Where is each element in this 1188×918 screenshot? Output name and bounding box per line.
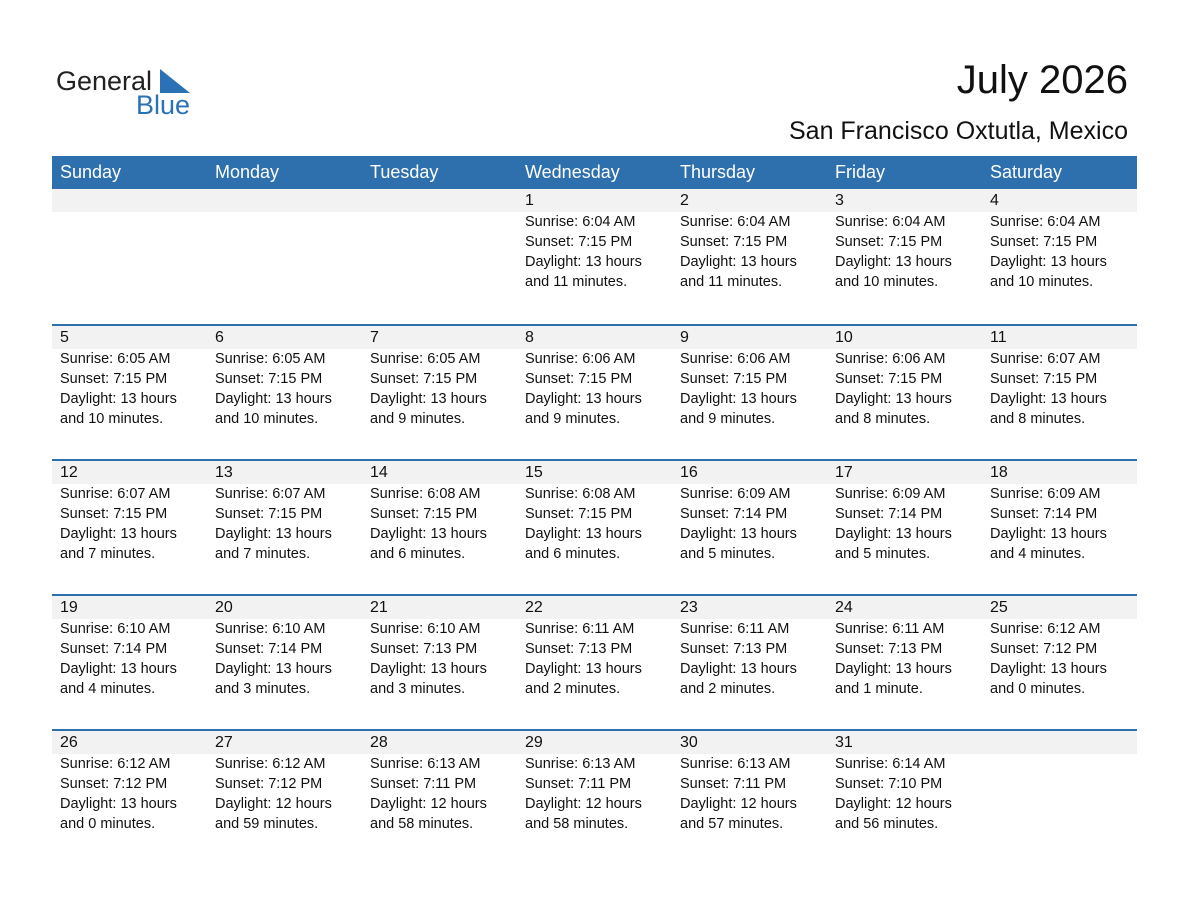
day-cell [207,461,362,564]
day-number: 23 [680,599,698,616]
weekday-monday: Monday [215,162,280,182]
logo-text-general: General [56,66,153,96]
day-cell [207,326,362,429]
sunrise-text: Sunrise: 6:12 AM [990,621,1101,637]
daylight-text: Daylight: 12 hours [835,796,952,812]
sunrise-text: Sunrise: 6:06 AM [680,351,791,367]
sunset-text: Sunset: 7:14 PM [215,641,323,657]
empty-day-cell [52,189,207,292]
day-cell [517,461,672,564]
daylight-text: Daylight: 12 hours [525,796,642,812]
sunset-text: Sunset: 7:12 PM [990,641,1098,657]
day-number: 1 [525,192,534,209]
day-sun-info [215,754,362,834]
day-sun-info [525,212,672,292]
day-cell [362,731,517,834]
daylight-minutes-text: and 59 minutes. [215,816,319,832]
day-sun-info [370,484,517,564]
daylight-minutes-text: and 7 minutes. [60,546,156,562]
day-sun-info [835,619,982,699]
day-cell [672,731,827,834]
sunrise-text: Sunrise: 6:14 AM [835,756,946,772]
sunrise-text: Sunrise: 6:13 AM [370,756,481,772]
sunrise-text: Sunrise: 6:10 AM [215,621,326,637]
daylight-minutes-text: and 11 minutes. [525,274,628,290]
daylight-text: Daylight: 13 hours [835,391,952,407]
day-cell [982,189,1137,292]
day-cell [517,596,672,699]
daylight-minutes-text: and 9 minutes. [680,411,776,427]
day-sun-info [525,754,672,834]
week-days [52,596,1137,699]
day-number: 27 [215,734,233,751]
weekday-tuesday: Tuesday [370,162,439,182]
week-days [52,461,1137,564]
sunrise-text: Sunrise: 6:04 AM [525,214,636,230]
daylight-text: Daylight: 13 hours [370,661,487,677]
daylight-text: Daylight: 13 hours [60,796,177,812]
sunrise-text: Sunrise: 6:05 AM [60,351,171,367]
day-cell [52,461,207,564]
daylight-text: Daylight: 13 hours [370,526,487,542]
daylight-minutes-text: and 8 minutes. [835,411,931,427]
day-sun-info [60,484,207,564]
day-number: 16 [680,464,698,481]
day-cell [827,596,982,699]
calendar [52,156,1137,864]
daylight-text: Daylight: 13 hours [835,526,952,542]
sunset-text: Sunset: 7:15 PM [835,371,943,387]
daylight-minutes-text: and 5 minutes. [835,546,931,562]
week-row [52,729,1137,864]
daylight-text: Daylight: 13 hours [525,526,642,542]
sunset-text: Sunset: 7:15 PM [370,371,478,387]
day-number: 2 [680,192,689,209]
daylight-minutes-text: and 58 minutes. [370,816,474,832]
sunset-text: Sunset: 7:11 PM [370,776,477,792]
day-cell [517,189,672,292]
week-row [52,189,1137,324]
sunrise-text: Sunrise: 6:04 AM [680,214,791,230]
daylight-minutes-text: and 9 minutes. [370,411,466,427]
day-sun-info [680,349,827,429]
day-cell [672,596,827,699]
sunset-text: Sunset: 7:15 PM [215,371,323,387]
sunrise-text: Sunrise: 6:07 AM [60,486,171,502]
sunrise-text: Sunrise: 6:06 AM [525,351,636,367]
weekday-thursday: Thursday [680,162,756,182]
day-sun-info [680,484,827,564]
day-sun-info [370,349,517,429]
sunset-text: Sunset: 7:15 PM [60,371,168,387]
sunrise-text: Sunrise: 6:09 AM [680,486,791,502]
daylight-minutes-text: and 2 minutes. [680,681,776,697]
sunrise-text: Sunrise: 6:11 AM [835,621,945,637]
day-cell [52,596,207,699]
daylight-text: Daylight: 13 hours [990,526,1107,542]
day-sun-info [990,619,1137,699]
day-sun-info [990,484,1137,564]
sunset-text: Sunset: 7:14 PM [835,506,943,522]
sunset-text: Sunset: 7:13 PM [525,641,633,657]
logo-text-blue: Blue [136,90,191,120]
daylight-text: Daylight: 13 hours [215,526,332,542]
daylight-text: Daylight: 13 hours [835,254,952,270]
day-number: 24 [835,599,853,616]
sunset-text: Sunset: 7:15 PM [990,371,1098,387]
sunrise-text: Sunrise: 6:06 AM [835,351,946,367]
daylight-minutes-text: and 10 minutes. [215,411,319,427]
sunset-text: Sunset: 7:14 PM [680,506,788,522]
sunrise-text: Sunrise: 6:05 AM [215,351,326,367]
sunset-text: Sunset: 7:14 PM [60,641,168,657]
day-cell [362,461,517,564]
sunset-text: Sunset: 7:10 PM [835,776,943,792]
daylight-minutes-text: and 10 minutes. [60,411,164,427]
sunset-text: Sunset: 7:15 PM [370,506,478,522]
day-number: 5 [60,329,69,346]
daylight-minutes-text: and 10 minutes. [835,274,939,290]
sunset-text: Sunset: 7:15 PM [680,371,788,387]
daylight-text: Daylight: 13 hours [990,661,1107,677]
daylight-text: Daylight: 13 hours [60,391,177,407]
day-sun-info [525,619,672,699]
day-sun-info [990,212,1137,292]
empty-day-cell [362,189,517,292]
daylight-text: Daylight: 13 hours [680,254,797,270]
day-number: 21 [370,599,388,616]
sunset-text: Sunset: 7:15 PM [680,234,788,250]
sunrise-text: Sunrise: 6:09 AM [835,486,946,502]
sunrise-text: Sunrise: 6:11 AM [525,621,635,637]
location-subtitle: San Francisco Oxtutla, Mexico [788,117,1128,145]
day-cell [362,596,517,699]
weekday-friday: Friday [835,162,886,182]
day-cell [362,326,517,429]
daylight-text: Daylight: 12 hours [215,796,332,812]
sunrise-text: Sunrise: 6:11 AM [680,621,790,637]
daylight-minutes-text: and 6 minutes. [370,546,466,562]
sunrise-text: Sunrise: 6:04 AM [990,214,1101,230]
day-cell [827,731,982,834]
day-sun-info [60,349,207,429]
daylight-text: Daylight: 13 hours [680,526,797,542]
daylight-minutes-text: and 5 minutes. [680,546,776,562]
day-sun-info [215,619,362,699]
sunrise-text: Sunrise: 6:10 AM [370,621,481,637]
day-number: 19 [60,599,78,616]
day-sun-info [525,484,672,564]
daylight-minutes-text: and 6 minutes. [525,546,621,562]
daylight-text: Daylight: 13 hours [680,661,797,677]
day-cell [517,731,672,834]
day-number: 14 [370,464,388,481]
sunrise-text: Sunrise: 6:08 AM [370,486,481,502]
day-number: 25 [990,599,1008,616]
sunset-text: Sunset: 7:13 PM [370,641,478,657]
day-cell [517,326,672,429]
daylight-text: Daylight: 13 hours [680,391,797,407]
day-cell [982,596,1137,699]
daylight-minutes-text: and 8 minutes. [990,411,1086,427]
day-cell [52,731,207,834]
sunrise-text: Sunrise: 6:05 AM [370,351,481,367]
day-sun-info [835,754,982,834]
daylight-minutes-text: and 2 minutes. [525,681,621,697]
day-number: 12 [60,464,78,481]
day-sun-info [370,754,517,834]
week-row [52,324,1137,459]
sunset-text: Sunset: 7:11 PM [525,776,632,792]
day-number: 20 [215,599,233,616]
sunrise-text: Sunrise: 6:09 AM [990,486,1101,502]
weekday-header [52,156,1137,189]
calendar-body [52,189,1137,864]
sunrise-text: Sunrise: 6:10 AM [60,621,171,637]
day-number: 30 [680,734,698,751]
day-number: 17 [835,464,853,481]
page-title: July 2026 [956,58,1128,102]
day-cell [207,731,362,834]
day-sun-info [680,619,827,699]
day-sun-info [990,349,1137,429]
sunrise-text: Sunrise: 6:12 AM [60,756,171,772]
day-number: 26 [60,734,78,751]
day-sun-info [215,349,362,429]
week-days [52,326,1137,429]
day-cell [52,326,207,429]
week-days [52,731,1137,834]
day-number: 15 [525,464,543,481]
sunset-text: Sunset: 7:15 PM [990,234,1098,250]
day-cell [827,326,982,429]
sunrise-text: Sunrise: 6:13 AM [680,756,791,772]
day-number: 28 [370,734,388,751]
sunset-text: Sunset: 7:15 PM [525,371,633,387]
sunrise-text: Sunrise: 6:04 AM [835,214,946,230]
sunrise-text: Sunrise: 6:07 AM [215,486,326,502]
day-sun-info [60,619,207,699]
day-number: 7 [370,329,379,346]
sunset-text: Sunset: 7:12 PM [60,776,168,792]
sunset-text: Sunset: 7:15 PM [835,234,943,250]
daylight-minutes-text: and 9 minutes. [525,411,621,427]
day-cell [672,461,827,564]
sunrise-text: Sunrise: 6:13 AM [525,756,636,772]
daylight-text: Daylight: 13 hours [525,254,642,270]
day-number: 10 [835,329,853,346]
empty-day-cell [207,189,362,292]
weekday-sunday: Sunday [60,162,122,182]
daylight-minutes-text: and 1 minute. [835,681,923,697]
daylight-minutes-text: and 58 minutes. [525,816,629,832]
day-cell [672,189,827,292]
daylight-minutes-text: and 0 minutes. [990,681,1086,697]
sunset-text: Sunset: 7:15 PM [60,506,168,522]
day-number: 31 [835,734,853,751]
sunset-text: Sunset: 7:12 PM [215,776,323,792]
sunrise-text: Sunrise: 6:07 AM [990,351,1101,367]
day-number: 8 [525,329,534,346]
sunrise-text: Sunrise: 6:08 AM [525,486,636,502]
day-sun-info [835,212,982,292]
day-cell [827,189,982,292]
daylight-minutes-text: and 4 minutes. [990,546,1086,562]
day-number: 22 [525,599,543,616]
daylight-text: Daylight: 13 hours [525,391,642,407]
sunset-text: Sunset: 7:11 PM [680,776,787,792]
daylight-minutes-text: and 11 minutes. [680,274,783,290]
day-sun-info [680,754,827,834]
sunset-text: Sunset: 7:15 PM [215,506,323,522]
day-cell [207,596,362,699]
daylight-text: Daylight: 13 hours [215,391,332,407]
daylight-minutes-text: and 57 minutes. [680,816,784,832]
day-number: 9 [680,329,689,346]
daylight-text: Daylight: 13 hours [525,661,642,677]
daylight-text: Daylight: 12 hours [680,796,797,812]
sunset-text: Sunset: 7:13 PM [680,641,788,657]
sunset-text: Sunset: 7:15 PM [525,234,633,250]
sunset-text: Sunset: 7:13 PM [835,641,943,657]
daylight-minutes-text: and 7 minutes. [215,546,311,562]
sunrise-text: Sunrise: 6:12 AM [215,756,326,772]
day-number: 11 [990,329,1007,346]
daylight-minutes-text: and 56 minutes. [835,816,939,832]
daylight-text: Daylight: 13 hours [990,254,1107,270]
daylight-text: Daylight: 13 hours [990,391,1107,407]
day-sun-info [215,484,362,564]
daylight-text: Daylight: 13 hours [370,391,487,407]
daylight-text: Daylight: 13 hours [60,526,177,542]
day-sun-info [835,484,982,564]
day-cell [827,461,982,564]
daylight-text: Daylight: 13 hours [215,661,332,677]
empty-day-cell [982,731,1137,834]
day-sun-info [835,349,982,429]
daylight-minutes-text: and 4 minutes. [60,681,156,697]
daylight-text: Daylight: 13 hours [60,661,177,677]
week-row [52,459,1137,594]
day-number: 18 [990,464,1008,481]
weekday-saturday: Saturday [990,162,1063,182]
day-sun-info [370,619,517,699]
day-sun-info [680,212,827,292]
daylight-minutes-text: and 3 minutes. [215,681,311,697]
day-number: 6 [215,329,224,346]
sunset-text: Sunset: 7:15 PM [525,506,633,522]
daylight-text: Daylight: 13 hours [835,661,952,677]
day-cell [672,326,827,429]
sunset-text: Sunset: 7:14 PM [990,506,1098,522]
daylight-minutes-text: and 0 minutes. [60,816,156,832]
day-cell [982,461,1137,564]
day-number: 3 [835,192,844,209]
week-row [52,594,1137,729]
daylight-minutes-text: and 3 minutes. [370,681,466,697]
day-sun-info [60,754,207,834]
weekday-wednesday: Wednesday [525,162,620,182]
day-sun-info [525,349,672,429]
week-days [52,189,1137,292]
day-number: 29 [525,734,543,751]
daylight-text: Daylight: 12 hours [370,796,487,812]
day-cell [982,326,1137,429]
daylight-minutes-text: and 10 minutes. [990,274,1094,290]
day-number: 4 [990,192,999,209]
day-number: 13 [215,464,233,481]
